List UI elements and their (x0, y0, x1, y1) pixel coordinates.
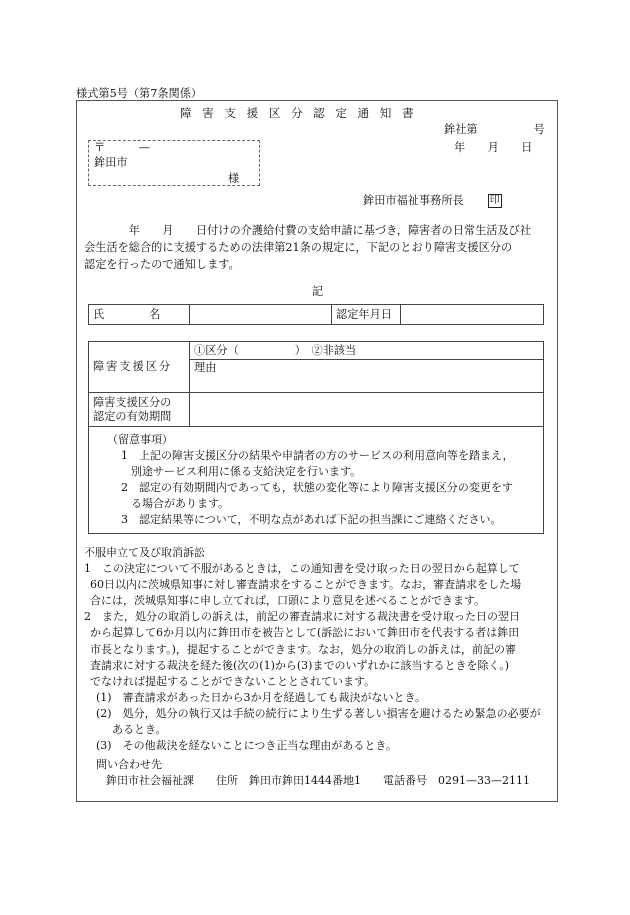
category-label: 障害支援区分 (89, 342, 190, 393)
note-line: 別途サービス利用に係る支給決定を行います。 (131, 465, 362, 478)
ki-label: 記 (312, 285, 324, 298)
notes-heading: （留意事項） (107, 433, 173, 446)
validity-value (190, 393, 544, 427)
name-date-table (88, 304, 544, 325)
appeal-line: 1 この決定について不服があるときは，この通知書を受け取った日の翌日から起算して (84, 562, 520, 576)
note-line: 2 認定の有効期間内であっても，状態の変化等により障害支援区分の変更をす (121, 481, 513, 494)
note-line: 1 上記の障害支援区分の結果や申請者の方のサービスの利用意向等を踏まえ， (121, 449, 514, 462)
certification-date-value (401, 305, 544, 325)
appeal-line: あるとき。 (112, 723, 167, 737)
appeal-section (84, 545, 541, 754)
appeal-line: 合には，茨城県知事に申し立てれば，口頭により意見を述べることができます。 (90, 594, 486, 608)
document-title: 障害支援区分認定通知書 (180, 106, 425, 120)
form-number: 様式第5号（第7条関係） (76, 87, 203, 100)
validity-label: 障害支援区分の 認定の有効期間 (89, 393, 190, 427)
appeal-line: 査請求に対する裁決を経た後(次の(1)から(3)までのいずれかに該当するときを除く。) (90, 658, 510, 672)
contact-heading: 問い合わせ先 (96, 758, 162, 771)
seal-mark: 印 (489, 195, 500, 206)
appeal-line: (3) その他裁決を経ないことにつき正当な理由があるとき。 (96, 739, 397, 753)
intro-paragraph (84, 222, 531, 273)
appeal-line: でなければ提起することができないこととされています。 (90, 674, 376, 688)
notice-date: 年 月 日 (454, 141, 533, 154)
intro-line: 認定を行ったので通知します。 (84, 258, 240, 271)
notice-number: 鉾社第 号 (444, 123, 545, 136)
contact-line: 鉾田市社会福祉課 住所 鉾田市鉾田1444番地1 電話番号 0291—33—2111 (106, 774, 530, 787)
appeal-line: 市長となります。)，提起することができます。なお，処分の取消しの訴えは，前記の審 (90, 642, 517, 656)
honorific: 様 (228, 172, 240, 185)
support-category-table (88, 341, 544, 534)
issuer (363, 193, 502, 208)
appeal-line: (2) 処分，処分の執行又は手続の続行により生ずる著しい損害を避けるため緊急の必要が (96, 706, 541, 720)
category-choice: ①区分（ ） ②非該当 (190, 342, 544, 360)
notes-cell (89, 427, 544, 534)
note-line: る場合があります。 (131, 497, 230, 510)
reason-label: 理由 (190, 360, 544, 393)
appeal-line: (1) 審査請求があった日から3か月を経過しても裁決がないとき。 (96, 690, 427, 704)
appeal-heading: 不服申立て及び取消訴訟 (84, 546, 205, 559)
postal-code: 〒 — (94, 141, 150, 154)
address-city: 鉾田市 (94, 156, 128, 169)
name-value (190, 305, 332, 325)
intro-line: 会生活を総合的に支援するための法律第21条の規定に，下記のとおり障害支援区分の (84, 241, 513, 254)
issuer-name: 鉾田市福祉事務所長 (363, 194, 464, 207)
note-line: 3 認定結果等について，不明な点があれば下記の担当課にご連絡ください。 (121, 513, 502, 526)
certification-date-label: 認定年月日 (332, 305, 401, 325)
appeal-line: 2 また，処分の取消しの訴えは，前記の審査請求に対する裁決書を受け取った日の翌日 (84, 610, 520, 624)
intro-line: 年 月 日付けの介護給付費の支給申請に基づき，障害者の日常生活及び社 (84, 224, 532, 237)
appeal-line: 60日以内に茨城県知事に対し審査請求をすることができます。なお，審査請求をした場 (90, 578, 522, 592)
name-label: 氏 名 (89, 305, 190, 325)
appeal-line: から起算して6か月以内に鉾田市を被告として(訴訟において鉾田市を代表する者は鉾田 (90, 626, 520, 640)
